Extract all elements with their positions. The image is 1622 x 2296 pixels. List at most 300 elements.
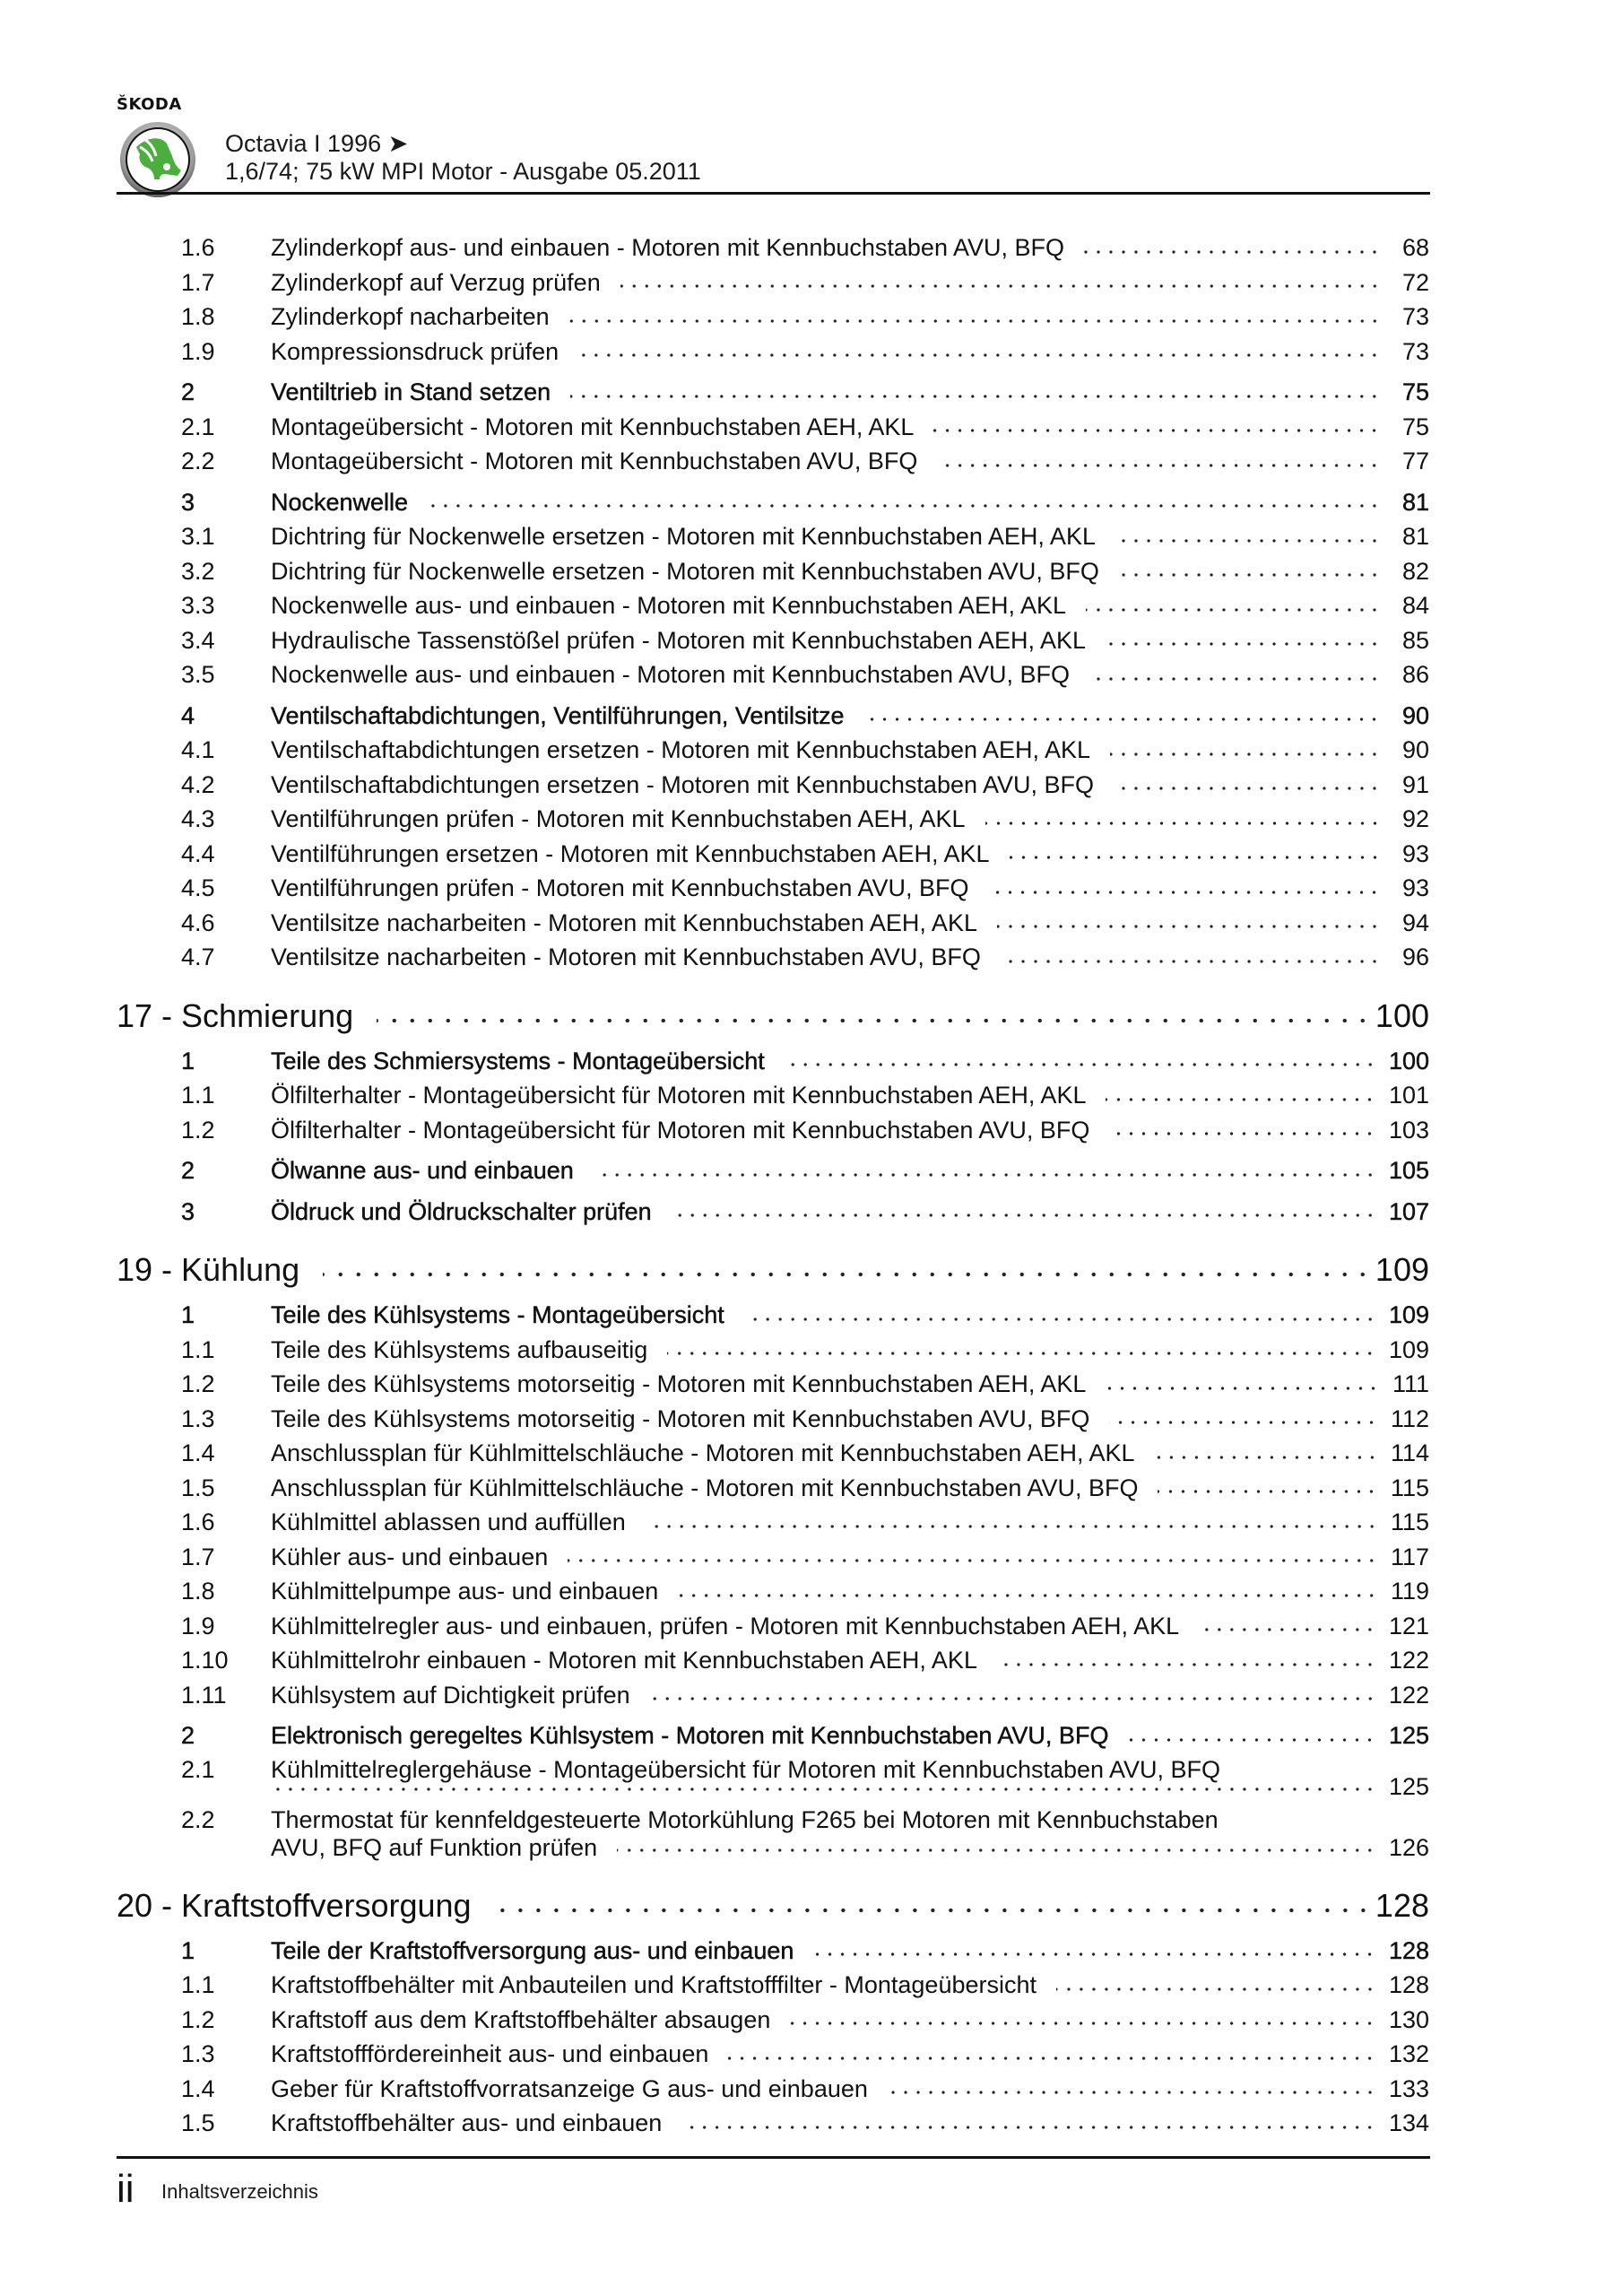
dot-leader xyxy=(1199,1624,1376,1635)
dot-leader xyxy=(570,391,1381,402)
entry-title: Teile des Kühlsystems aufbauseitig xyxy=(271,1335,648,1363)
entry-number: 1.7 xyxy=(181,268,215,296)
entry-title-group xyxy=(271,940,1393,975)
entry-number: 2 xyxy=(181,1157,195,1184)
entry-title: Kühlmittelreglergehäuse - Montageübersicht für Motoren mit Kennbuchstaben AVU, BFQ xyxy=(271,1755,1221,1783)
entry-page-number: 94 xyxy=(1401,909,1429,936)
dot-leader xyxy=(672,1210,1376,1221)
toc-entry[interactable] xyxy=(117,1753,1429,1804)
dot-leader xyxy=(744,1314,1376,1325)
entry-title: Ölfilterhalter - Montageübersicht für Motoren mit Kennbuchstaben AEH, AKL xyxy=(271,1082,1087,1109)
entry-page-number: 122 xyxy=(1388,1647,1429,1674)
entry-number: 1.9 xyxy=(181,1612,215,1639)
entry-number: 3 xyxy=(181,488,195,516)
entry-page-number: 90 xyxy=(1401,736,1429,763)
dot-leader xyxy=(1128,1735,1375,1745)
dot-leader xyxy=(578,350,1381,361)
entry-title-continuation xyxy=(271,1784,1389,1801)
entry-page-number: 115 xyxy=(1390,1474,1429,1501)
toc-entry[interactable] xyxy=(117,2037,1429,2072)
toc-entry[interactable] xyxy=(117,768,1429,803)
entry-page-number: 109 xyxy=(1375,1251,1429,1288)
entry-page-number: 128 xyxy=(1388,1936,1429,1964)
toc-entry[interactable] xyxy=(117,1367,1429,1402)
entry-page-number: 75 xyxy=(1401,378,1429,405)
entry-title-group xyxy=(271,1505,1391,1540)
toc-chapter-entry[interactable] xyxy=(117,995,1429,1038)
entry-number: 2.2 xyxy=(181,448,215,474)
entry-title: Kühlmittelrohr einbauen - Motoren mit Kennbuchstaben AEH, AKL xyxy=(271,1647,977,1674)
dot-leader xyxy=(1106,1094,1375,1105)
entry-title: Kraftstoffbehälter aus- und einbauen xyxy=(271,2109,663,2136)
entry-title-group xyxy=(271,1718,1389,1753)
entry-title-group xyxy=(271,1153,1389,1188)
table-of-contents xyxy=(117,230,1429,2141)
entry-number: 4.6 xyxy=(181,909,215,936)
entry-title-group xyxy=(271,2037,1389,2072)
entry-title: Dichtring für Nockenwelle ersetzen - Motoren mit Kennbuchstaben AEH, AKL xyxy=(271,523,1096,550)
toc-entry[interactable] xyxy=(117,1574,1429,1609)
toc-entry[interactable] xyxy=(117,623,1429,658)
entry-number: 1 xyxy=(181,1936,195,1964)
dot-leader xyxy=(1158,1486,1377,1497)
toc-chapter-entry[interactable] xyxy=(117,1248,1429,1292)
entry-number: 2.1 xyxy=(181,1755,215,1783)
entry-title: Ventilführungen prüfen - Motoren mit Kennbuchstaben AVU, BFQ xyxy=(271,874,969,901)
entry-title: Ventiltrieb in Stand setzen xyxy=(271,378,551,405)
footer-divider xyxy=(117,2156,1430,2159)
toc-entry[interactable] xyxy=(117,837,1429,872)
dot-leader xyxy=(933,425,1381,436)
toc-entry[interactable] xyxy=(117,1333,1429,1368)
entry-number: 1 xyxy=(181,1301,195,1328)
entry-title: Teile der Kraftstoffversorgung aus- und einbauen xyxy=(271,1936,794,1964)
toc-section-entry[interactable] xyxy=(117,699,1429,734)
toc-entry[interactable] xyxy=(117,871,1429,906)
entry-page-number: 77 xyxy=(1401,448,1429,474)
entry-number: 1.3 xyxy=(181,1405,215,1432)
entry-title: Ölwanne aus- und einbauen xyxy=(271,1157,574,1184)
entry-title: 19 - Kühlung xyxy=(117,1251,300,1288)
entry-title: Nockenwelle xyxy=(271,488,409,516)
entry-title-group xyxy=(271,1806,1389,1862)
entry-title: Zylinderkopf nacharbeiten xyxy=(271,303,550,330)
dot-leader xyxy=(1115,535,1381,546)
entry-page-number: 112 xyxy=(1390,1405,1429,1432)
entry-page-number: 114 xyxy=(1390,1439,1429,1466)
entry-page-number: 133 xyxy=(1388,2074,1429,2102)
entry-page-number: 128 xyxy=(1375,1886,1429,1924)
entry-page-number: 121 xyxy=(1388,1612,1429,1639)
entry-page-number: 92 xyxy=(1401,805,1429,832)
entry-page-number: 122 xyxy=(1388,1681,1429,1709)
entry-title-group xyxy=(271,300,1393,335)
entry-number: 4.1 xyxy=(181,736,215,763)
entry-number: 2 xyxy=(181,378,195,405)
entry-title-group xyxy=(271,485,1393,520)
dot-leader xyxy=(1109,1417,1378,1428)
entry-title: 17 - Schmierung xyxy=(117,996,354,1034)
entry-title: Kompressionsdruck prüfen xyxy=(271,337,559,365)
toc-section-entry[interactable] xyxy=(117,1195,1429,1230)
entry-title: Zylinderkopf auf Verzug prüfen xyxy=(271,268,601,296)
toc-section-entry[interactable] xyxy=(117,375,1429,410)
entry-number: 4.4 xyxy=(181,839,215,867)
entry-title: Öldruck und Öldruckschalter prüfen xyxy=(271,1197,652,1225)
entry-number: 3.2 xyxy=(181,557,215,585)
entry-page-number: 105 xyxy=(1388,1157,1429,1184)
toc-entry[interactable] xyxy=(117,1609,1429,1644)
entry-number: 3.4 xyxy=(181,626,215,654)
dot-leader xyxy=(997,1659,1376,1670)
entry-title-group xyxy=(271,699,1393,734)
footer-section-label: Inhaltsverzeichnis xyxy=(161,2180,318,2203)
dot-leader xyxy=(937,460,1381,471)
dot-leader xyxy=(1106,639,1381,649)
entry-number: 4.3 xyxy=(181,805,215,832)
entry-page-number: 73 xyxy=(1401,303,1429,330)
entry-title-group xyxy=(271,1402,1391,1437)
dot-leader xyxy=(617,1845,1376,1856)
entry-title: Anschlussplan für Kühlmittelschläuche - Motoren mit Kennbuchstaben AEH, AKL xyxy=(271,1439,1135,1466)
entry-number: 1.5 xyxy=(181,2109,215,2136)
toc-entry[interactable] xyxy=(117,1968,1429,2003)
entry-page-number: 125 xyxy=(1388,1722,1429,1749)
entry-page-number: 109 xyxy=(1388,1335,1429,1363)
toc-entry[interactable] xyxy=(117,410,1429,445)
entry-title-group xyxy=(271,410,1393,445)
entry-title-group xyxy=(271,768,1393,803)
toc-entry[interactable] xyxy=(117,1643,1429,1678)
toc-entry[interactable] xyxy=(117,802,1429,837)
toc-section-entry[interactable] xyxy=(117,485,1429,520)
entry-number: 1.10 xyxy=(181,1647,229,1674)
entry-title: Ölfilterhalter - Montageübersicht für Motoren mit Kennbuchstaben AVU, BFQ xyxy=(271,1116,1090,1144)
entry-title-group xyxy=(271,1609,1389,1644)
entry-number: 2.1 xyxy=(181,413,215,440)
entry-title-group xyxy=(271,1298,1389,1333)
entry-page-number: 130 xyxy=(1388,2005,1429,2033)
entry-title-group xyxy=(271,1367,1392,1402)
toc-entry[interactable] xyxy=(117,1402,1429,1437)
entry-title-group xyxy=(271,588,1393,623)
entry-title-group xyxy=(271,1574,1391,1609)
entry-page-number: 117 xyxy=(1390,1543,1429,1570)
dot-leader xyxy=(568,1555,1378,1566)
toc-entry[interactable] xyxy=(117,2003,1429,2038)
dot-leader xyxy=(681,2122,1376,2133)
toc-entry[interactable] xyxy=(117,300,1429,335)
entry-title: Kraftstoff aus dem Kraftstoffbehälter absaugen xyxy=(271,2005,771,2033)
entry-page-number: 126 xyxy=(1388,1833,1429,1861)
toc-entry[interactable] xyxy=(117,2072,1429,2107)
toc-entry[interactable] xyxy=(117,265,1429,300)
entry-title-group xyxy=(271,1113,1389,1148)
dot-leader xyxy=(1089,674,1381,684)
toc-section-entry[interactable] xyxy=(117,1044,1429,1079)
entry-title-group xyxy=(271,2106,1389,2141)
footer-page-number: ii xyxy=(117,2167,134,2211)
entry-title-group xyxy=(271,1934,1389,1969)
entry-title: Teile des Schmiersystems - Montageübersicht xyxy=(271,1047,765,1074)
toc-entry[interactable] xyxy=(117,657,1429,692)
dot-leader xyxy=(1056,1984,1376,1995)
entry-number: 4.5 xyxy=(181,874,215,901)
entry-title-group xyxy=(271,1756,1389,1801)
entry-page-number: 128 xyxy=(1388,1971,1429,1998)
entry-page-number: 86 xyxy=(1401,661,1429,688)
entry-title-group xyxy=(271,335,1393,370)
toc-entry[interactable] xyxy=(117,1678,1429,1713)
entry-number: 1.4 xyxy=(181,1439,215,1466)
dot-leader xyxy=(1155,1452,1378,1463)
toc-section-entry[interactable] xyxy=(117,1298,1429,1333)
entry-number: 1.7 xyxy=(181,1543,215,1570)
entry-page-number: 68 xyxy=(1401,234,1429,261)
dot-leader xyxy=(569,316,1381,326)
toc-entry[interactable] xyxy=(117,1113,1429,1148)
entry-number: 1.4 xyxy=(181,2074,215,2102)
entry-page-number: 96 xyxy=(1401,944,1429,970)
toc-entry[interactable] xyxy=(117,1505,1429,1540)
entry-title: Kühlmittel ablassen und auffüllen xyxy=(271,1509,626,1535)
toc-chapter-entry[interactable] xyxy=(117,1884,1429,1927)
toc-entry[interactable] xyxy=(117,1540,1429,1575)
dot-leader xyxy=(1114,783,1381,794)
entry-number: 1.2 xyxy=(181,1370,215,1397)
entry-title-group xyxy=(271,1678,1389,1713)
entry-title: Zylinderkopf aus- und einbauen - Motoren mit Kennbuchstaben AVU, BFQ xyxy=(271,234,1064,261)
dot-leader xyxy=(495,1904,1372,1917)
entry-title: Dichtring für Nockenwelle ersetzen - Motoren mit Kennbuchstaben AVU, BFQ xyxy=(271,557,1099,585)
toc-section-entry[interactable] xyxy=(117,1153,1429,1188)
dot-leader xyxy=(1086,604,1381,615)
entry-title-group xyxy=(271,230,1393,265)
entry-title-group xyxy=(271,519,1393,554)
entry-number: 4.7 xyxy=(181,944,215,970)
entry-page-number: 84 xyxy=(1401,592,1429,619)
entry-number: 1.8 xyxy=(181,303,215,330)
dot-leader xyxy=(620,281,1381,291)
entry-number: 1.3 xyxy=(181,2040,215,2067)
entry-title-group xyxy=(271,375,1393,410)
entry-title-group xyxy=(271,657,1393,692)
dot-leader xyxy=(1084,247,1381,257)
document-header xyxy=(225,130,701,186)
entry-number: 1.5 xyxy=(181,1474,215,1501)
dot-leader xyxy=(1001,956,1381,967)
entry-title-group xyxy=(271,2072,1389,2107)
entry-page-number: 90 xyxy=(1401,701,1429,729)
entry-number: 4 xyxy=(181,701,195,729)
dot-leader xyxy=(1109,1128,1376,1139)
entry-number: 1 xyxy=(181,1047,195,1074)
entry-title: Ventilschaftabdichtungen ersetzen - Motoren mit Kennbuchstaben AVU, BFQ xyxy=(271,770,1095,798)
header-divider xyxy=(117,192,1430,195)
dot-leader xyxy=(728,2053,1376,2064)
entry-title: Thermostat für kennfeldgesteuerte Motorkühlung F265 bei Motoren mit Kennbuchstaben xyxy=(271,1805,1219,1833)
dot-leader xyxy=(1106,1383,1380,1394)
entry-title: Anschlussplan für Kühlmittelschläuche - Motoren mit Kennbuchstaben AVU, BFQ xyxy=(271,1474,1139,1501)
entry-number: 3.5 xyxy=(181,661,215,688)
toc-entry[interactable] xyxy=(117,335,1429,370)
toc-entry[interactable] xyxy=(117,519,1429,554)
header-model-line: Octavia I 1996 ➤ xyxy=(225,130,409,157)
entry-page-number: 111 xyxy=(1392,1370,1429,1397)
entry-title: Kühlmittelpumpe aus- und einbauen xyxy=(271,1578,659,1605)
entry-title: Kraftstoffbehälter mit Anbauteilen und Kraftstofffilter - Montageübersicht xyxy=(271,1971,1037,1998)
dot-leader xyxy=(1010,852,1382,863)
entry-title-group xyxy=(271,2003,1389,2038)
toc-section-entry[interactable] xyxy=(117,1934,1429,1969)
entry-title-line2: AVU, BFQ auf Funktion prüfen xyxy=(271,1833,598,1861)
entry-title-group xyxy=(271,1078,1389,1113)
toc-entry[interactable] xyxy=(117,1471,1429,1506)
dot-leader xyxy=(646,1521,1378,1532)
entry-number: 1.1 xyxy=(181,1082,215,1109)
entry-title: Nockenwelle aus- und einbauen - Motoren mit Kennbuchstaben AVU, BFQ xyxy=(271,661,1070,688)
entry-title: Teile des Kühlsystems - Montageübersicht xyxy=(271,1301,724,1328)
entry-number: 1.6 xyxy=(181,1509,215,1535)
entry-title-group xyxy=(271,444,1393,479)
toc-entry[interactable] xyxy=(117,230,1429,265)
dot-leader xyxy=(678,1590,1378,1601)
entry-title-group xyxy=(271,265,1393,300)
dot-leader xyxy=(813,1949,1376,1960)
entry-number: 2.2 xyxy=(181,1805,215,1833)
entry-title-continuation xyxy=(271,1834,1389,1862)
entry-page-number: 109 xyxy=(1388,1301,1429,1328)
entry-page-number: 101 xyxy=(1388,1082,1429,1109)
entry-page-number: 125 xyxy=(1388,1772,1429,1800)
skoda-logo xyxy=(115,93,204,199)
entry-title: Kühler aus- und einbauen xyxy=(271,1543,549,1570)
entry-title: Ventilschaftabdichtungen ersetzen - Motoren mit Kennbuchstaben AEH, AKL xyxy=(271,736,1091,763)
entry-number: 1.6 xyxy=(181,234,215,261)
entry-title-group xyxy=(271,871,1393,906)
dot-leader xyxy=(988,887,1381,898)
entry-title: Montageübersicht - Motoren mit Kennbuchstaben AEH, AKL xyxy=(271,413,915,440)
entry-title: 20 - Kraftstoffversorgung xyxy=(117,1886,472,1924)
dot-leader xyxy=(985,818,1382,829)
dot-leader xyxy=(650,1693,1376,1704)
entry-title: Teile des Kühlsystems motorseitig - Motoren mit Kennbuchstaben AVU, BFQ xyxy=(271,1405,1090,1432)
entry-title: Ventilführungen prüfen - Motoren mit Kennbuchstaben AEH, AKL xyxy=(271,805,966,832)
toc-section-entry[interactable] xyxy=(117,1718,1429,1753)
toc-entry[interactable] xyxy=(117,733,1429,768)
dot-leader xyxy=(785,1059,1376,1070)
entry-page-number: 73 xyxy=(1401,337,1429,365)
entry-number: 3.1 xyxy=(181,523,215,550)
entry-page-number: 103 xyxy=(1388,1116,1429,1144)
toc-entry[interactable] xyxy=(117,2106,1429,2141)
entry-page-number: 75 xyxy=(1401,413,1429,440)
dot-leader xyxy=(377,1014,1372,1027)
entry-page-number: 100 xyxy=(1375,996,1429,1034)
entry-title: Montageübersicht - Motoren mit Kennbuchstaben AVU, BFQ xyxy=(271,448,918,474)
entry-title: Kühlmittelregler aus- und einbauen, prüfen - Motoren mit Kennbuchstaben AEH, AKL xyxy=(271,1612,1180,1639)
entry-title-group xyxy=(271,623,1393,658)
dot-leader xyxy=(1119,570,1381,580)
entry-title: Geber für Kraftstoffvorratsanzeige G aus- und einbauen xyxy=(271,2074,868,2102)
entry-title: Ventilschaftabdichtungen, Ventilführungen, Ventilsitze xyxy=(271,701,845,729)
toc-entry[interactable] xyxy=(117,1078,1429,1113)
entry-page-number: 100 xyxy=(1388,1047,1429,1074)
entry-page-number: 134 xyxy=(1388,2109,1429,2136)
toc-entry[interactable] xyxy=(117,1436,1429,1471)
header-engine-line: 1,6/74; 75 kW MPI Motor - Ausgabe 05.2011 xyxy=(225,158,701,185)
toc-entry[interactable] xyxy=(117,588,1429,623)
dot-leader xyxy=(323,1268,1372,1281)
entry-page-number: 85 xyxy=(1401,626,1429,654)
dot-leader xyxy=(888,2087,1376,2098)
entry-title-group xyxy=(271,1471,1391,1506)
entry-title: Hydraulische Tassenstößel prüfen - Motoren mit Kennbuchstaben AEH, AKL xyxy=(271,626,1086,654)
entry-title-group xyxy=(271,906,1393,941)
entry-title: Kühlsystem auf Dichtigkeit prüfen xyxy=(271,1681,630,1709)
entry-title-group xyxy=(271,733,1393,768)
entry-page-number: 72 xyxy=(1401,268,1429,296)
entry-title: Kraftstofffördereinheit aus- und einbauen xyxy=(271,2040,709,2067)
dot-leader xyxy=(594,1170,1376,1180)
dot-leader xyxy=(667,1348,1376,1359)
dot-leader xyxy=(863,714,1381,725)
entry-page-number: 82 xyxy=(1401,557,1429,585)
entry-title-group xyxy=(271,1195,1389,1230)
entry-number: 3.3 xyxy=(181,592,215,619)
toc-entry[interactable] xyxy=(117,554,1429,589)
entry-title: Teile des Kühlsystems motorseitig - Motoren mit Kennbuchstaben AEH, AKL xyxy=(271,1370,1087,1397)
entry-page-number: 115 xyxy=(1390,1509,1429,1535)
entry-page-number: 93 xyxy=(1401,874,1429,901)
entry-title-group xyxy=(271,1436,1391,1471)
entry-page-number: 81 xyxy=(1401,488,1429,516)
dot-leader xyxy=(997,921,1381,932)
entry-title: Ventilsitze nacharbeiten - Motoren mit Kennbuchstaben AVU, BFQ xyxy=(271,944,981,970)
toc-entry[interactable] xyxy=(117,940,1429,975)
entry-page-number: 93 xyxy=(1401,839,1429,867)
entry-title: Ventilsitze nacharbeiten - Motoren mit Kennbuchstaben AEH, AKL xyxy=(271,909,977,936)
dot-leader xyxy=(790,2018,1376,2029)
entry-page-number: 107 xyxy=(1388,1197,1429,1225)
entry-title-group xyxy=(117,995,1375,1038)
entry-number: 3 xyxy=(181,1197,195,1225)
entry-page-number: 119 xyxy=(1390,1578,1429,1605)
entry-title-group xyxy=(271,837,1393,872)
entry-number: 1.9 xyxy=(181,337,215,365)
toc-entry[interactable] xyxy=(117,906,1429,941)
entry-number: 2 xyxy=(181,1722,195,1749)
dot-leader xyxy=(428,500,1381,511)
entry-number: 1.8 xyxy=(181,1578,215,1605)
entry-number: 1.2 xyxy=(181,1116,215,1144)
toc-entry[interactable] xyxy=(117,444,1429,479)
entry-title-group xyxy=(271,802,1393,837)
entry-title: Nockenwelle aus- und einbauen - Motoren mit Kennbuchstaben AEH, AKL xyxy=(271,592,1067,619)
toc-entry[interactable] xyxy=(117,1804,1429,1865)
dot-leader xyxy=(271,1784,1376,1795)
entry-title: Elektronisch geregeltes Kühlsystem - Motoren mit Kennbuchstaben AVU, BFQ xyxy=(271,1722,1109,1749)
entry-number: 1.11 xyxy=(181,1681,227,1709)
entry-page-number: 91 xyxy=(1401,770,1429,798)
skoda-winged-arrow-icon xyxy=(118,120,197,199)
entry-page-number: 132 xyxy=(1388,2040,1429,2067)
entry-number: 1.1 xyxy=(181,1335,215,1363)
entry-title-group xyxy=(117,1884,1375,1927)
dot-leader xyxy=(1110,749,1381,760)
entry-title-group xyxy=(271,554,1393,589)
entry-page-number: 81 xyxy=(1401,523,1429,550)
